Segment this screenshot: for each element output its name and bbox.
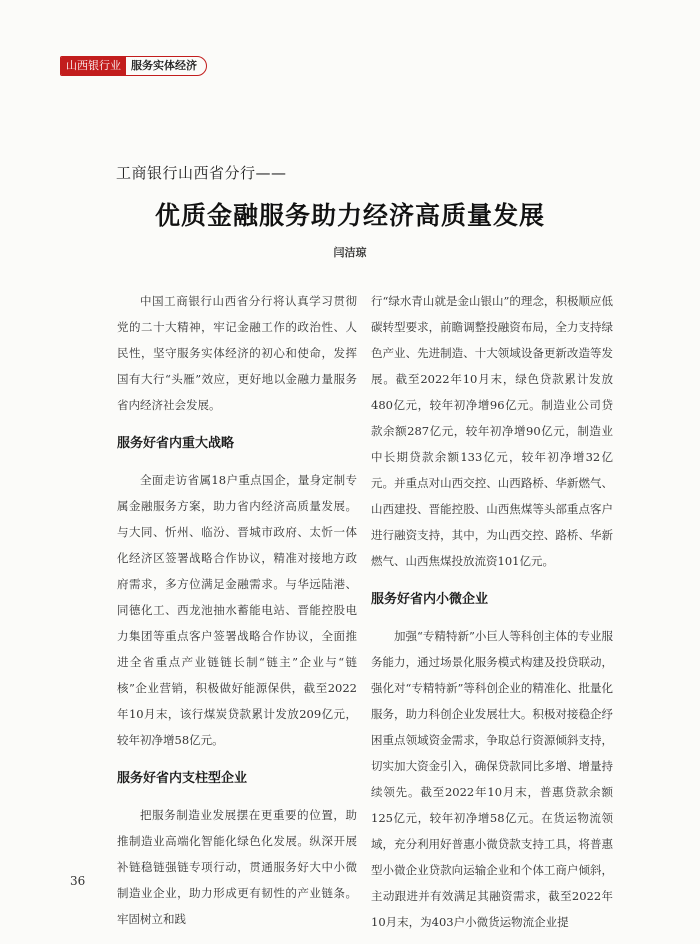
left-column [117, 288, 357, 932]
section-heading-pillar-enterprises: 服务好省内支柱型企业 [117, 771, 248, 786]
intro-paragraph: 中国工商银行山西省分行将认真学习贯彻党的二十大精神，牢记金融工作的政治性、人民性，坚守服务实体经济的初心和使命，发挥国有大行“头雁”效应，更好地以金融力量服务省内经济社会发展。 [117, 294, 357, 412]
article-author: 闫洁琼 [333, 246, 367, 259]
article-kicker: 工商银行山西省分行—— [116, 164, 287, 182]
tag-secondary: 服务实体经济 [131, 59, 197, 72]
section-heading-strategy: 服务好省内重大战略 [117, 436, 235, 451]
section-heading-small-micro: 服务好省内小微企业 [371, 592, 489, 607]
tag-primary: 山西银行业 [61, 57, 126, 75]
section-body-small-micro: 加强“专精特新”小巨人等科创主体的专业服务能力，通过场景化服务模式构建及投贷联动，强化对“专精特新”等科创企业的精准化、批量化服务，助力科创企业发展壮大。积极对接稳企纾困重点领域资金需求，争取总行资源倾斜支持，切实加大资金引入，确保贷款同比多增、增量持续领先。截至2022年10月末，普惠贷款余额125亿元，较年初净增58亿元。在货运物流领域，充分利用好普惠小微贷款支持工具，将普惠型小微企业贷款向运输企业和个体工商户倾斜，主动跟进并有效满足其融资需求，截至2022年10月末，为403户小微货运物流企业提 [371, 629, 613, 929]
section-body-strategy: 全面走访省属18户重点国企，量身定制专属金融服务方案，助力省内经济高质量发展。与大同、忻州、临汾、晋城市政府、太忻一体化经济区签署战略合作协议，精准对接地方政府需求，多方位满足金融需求。与华远陆港、同德化工、西龙池抽水蓄能电站、晋能控股电力集团等重点客户签署战略合作协议，全面推进全省重点产业链链长制“链主”企业与“链核”企业营销，积极做好能源保供，截至2022年10月末，该行煤炭贷款累计发放209亿元，较年初净增58亿元。 [117, 473, 357, 747]
right-column [371, 288, 613, 935]
article-title: 优质金融服务助力经济高质量发展 [154, 201, 545, 230]
continued-paragraph: 行“绿水青山就是金山银山”的理念，积极顺应低碳转型要求，前瞻调整投融资布局，全力支持绿色产业、先进制造、十大领域设备更新改造等发展。截至2022年10月末，绿色贷款累计发放480亿元，较年初净增96亿元。制造业公司贷款余额287亿元，较年初净增90亿元，制造业中长期贷款余额133亿元，较年初净增32亿元。并重点对山西交控、山西路桥、华新燃气、山西建投、晋能控股、山西焦煤等头部重点客户进行融资支持，其中，为山西交控、路桥、华新燃气、山西焦煤投放流资101亿元。 [371, 294, 613, 568]
section-tag [60, 56, 207, 76]
page-number: 36 [70, 874, 86, 888]
section-body-pillar-enterprises: 把服务制造业发展摆在更重要的位置，助推制造业高端化智能化绿色化发展。纵深开展补链稳链强链专项行动，贯通服务好大中小微制造业企业，助力形成更有韧性的产业链条。牢固树立和践 [117, 808, 357, 926]
